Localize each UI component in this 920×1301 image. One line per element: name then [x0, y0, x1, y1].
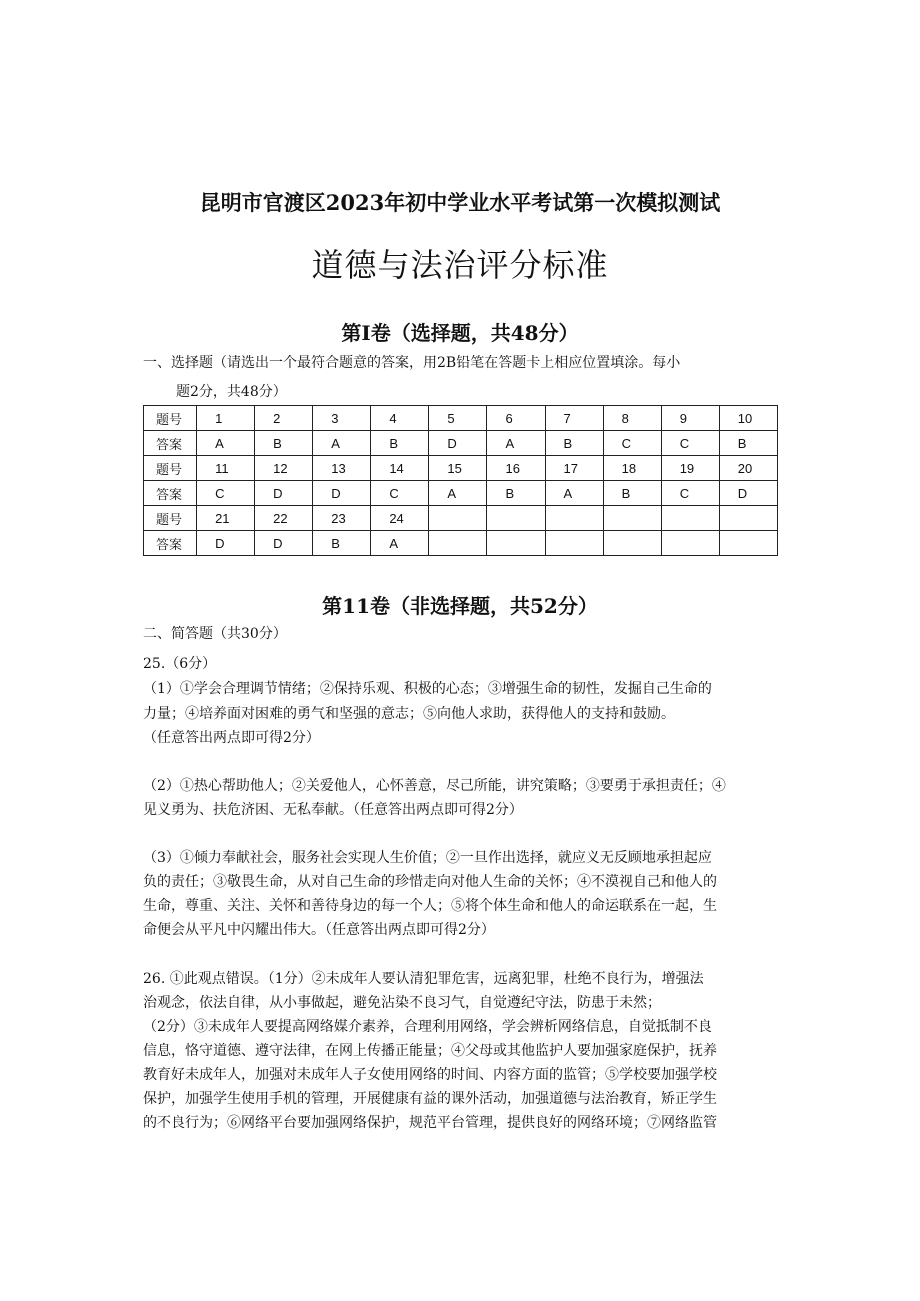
table-cell: 14: [371, 456, 429, 481]
table-row: [144, 406, 778, 431]
table-row: [144, 506, 778, 531]
table-cell: 24: [371, 506, 429, 531]
table-cell: B: [371, 431, 429, 456]
q25-3-line3: 生命，尊重、关注、关怀和善待身边的每一个人；⑤将个体生命和他人的命运联系在一起，生: [143, 898, 717, 914]
table-cell: 2: [255, 406, 313, 431]
table-cell: B: [545, 431, 603, 456]
table-cell: C: [371, 481, 429, 506]
table-cell: [603, 531, 661, 556]
table-cell: C: [661, 431, 719, 456]
table-cell: A: [487, 431, 545, 456]
part1-instruction-line1: 一、选择题（请选出一个最符合题意的答案，用2B铅笔在答题卡上相应位置填涂。每小: [143, 355, 681, 371]
table-row: [144, 456, 778, 481]
table-cell: D: [719, 481, 777, 506]
table-cell: [661, 506, 719, 531]
table-cell: D: [429, 431, 487, 456]
table-cell: A: [429, 481, 487, 506]
exam-title: 昆明市官渡区2023年初中学业水平考试第一次模拟测试: [199, 190, 721, 215]
part2-heading: 第11卷（非选择题，共52分）: [322, 594, 598, 618]
table-cell: 9: [661, 406, 719, 431]
table-cell: D: [197, 531, 255, 556]
q25-3-line1: （3）①倾力奉献社会，服务社会实现人生价值；②一旦作出选择，就应义无反顾地承担起应: [143, 850, 712, 866]
table-cell: D: [255, 531, 313, 556]
table-cell: 6: [487, 406, 545, 431]
table-cell: 5: [429, 406, 487, 431]
table-cell: 15: [429, 456, 487, 481]
document-title: 道德与法治评分标准: [311, 246, 609, 284]
table-cell: 8: [603, 406, 661, 431]
table-cell: C: [197, 481, 255, 506]
table-cell: 1: [197, 406, 255, 431]
table-cell: B: [255, 431, 313, 456]
table-cell: [719, 506, 777, 531]
q25-2-line2: 见义勇为、扶危济困、无私奉献。（任意答出两点即可得2分）: [143, 802, 523, 818]
table-cell: B: [313, 531, 371, 556]
row-label: 答案: [144, 531, 197, 556]
q26-line6: 保护，加强学生使用手机的管理，开展健康有益的课外活动，加强道德与法治教育，矫正学生: [143, 1091, 717, 1107]
table-row: [144, 481, 778, 506]
table-cell: B: [487, 481, 545, 506]
table-cell: 7: [545, 406, 603, 431]
row-label: 题号: [144, 456, 197, 481]
table-cell: B: [603, 481, 661, 506]
table-cell: [719, 531, 777, 556]
q25-3-line4: 命便会从平凡中闪耀出伟大。（任意答出两点即可得2分）: [143, 922, 495, 938]
q25-1-line2: 力量；④培养面对困难的勇气和坚强的意志；⑤向他人求助，获得他人的支持和鼓励。: [143, 706, 675, 722]
q25-heading: 25.（6分）: [143, 656, 217, 672]
table-cell: 4: [371, 406, 429, 431]
row-label: 题号: [144, 506, 197, 531]
table-cell: A: [545, 481, 603, 506]
table-row: [144, 531, 778, 556]
table-cell: D: [313, 481, 371, 506]
table-cell: [545, 531, 603, 556]
part1-heading: 第Ⅰ卷（选择题，共48分）: [341, 321, 579, 345]
table-cell: 19: [661, 456, 719, 481]
table-cell: 21: [197, 506, 255, 531]
answer-table: [143, 405, 778, 556]
table-cell: A: [371, 531, 429, 556]
row-label: 答案: [144, 431, 197, 456]
q26-line7: 的不良行为；⑥网络平台要加强网络保护，规范平台管理，提供良好的网络环境；⑦网络监管: [143, 1115, 717, 1131]
table-cell: [545, 506, 603, 531]
table-cell: [661, 531, 719, 556]
q25-2-line1: （2）①热心帮助他人；②关爱他人，心怀善意，尽己所能，讲究策略；③要勇于承担责任；④: [143, 778, 726, 794]
table-cell: [487, 531, 545, 556]
q26-line4: 信息，恪守道德、遵守法律，在网上传播正能量；④父母或其他监护人要加强家庭保护，抚养: [143, 1043, 717, 1059]
q26-line2: 治观念，依法自律，从小事做起，避免沾染不良习气，自觉遵纪守法，防患于未然；: [143, 995, 661, 1011]
table-cell: 10: [719, 406, 777, 431]
table-cell: [487, 506, 545, 531]
table-cell: B: [719, 431, 777, 456]
table-cell: [603, 506, 661, 531]
table-cell: C: [603, 431, 661, 456]
table-cell: 18: [603, 456, 661, 481]
part1-instruction-line2: 题2分，共48分）: [176, 384, 287, 400]
q26-line1: 26. ①此观点错误。（1分）②未成年人要认清犯罪危害，远离犯罪，杜绝不良行为，增强法: [143, 971, 704, 987]
table-cell: 22: [255, 506, 313, 531]
table-cell: 16: [487, 456, 545, 481]
table-cell: 12: [255, 456, 313, 481]
table-cell: 20: [719, 456, 777, 481]
table-cell: C: [661, 481, 719, 506]
table-cell: A: [197, 431, 255, 456]
q25-1-note: （任意答出两点即可得2分）: [143, 730, 320, 746]
table-cell: [429, 506, 487, 531]
q26-line5: 教育好未成年人，加强对未成年人子女使用网络的时间、内容方面的监管；⑤学校要加强学校: [143, 1067, 717, 1083]
q25-3-line2: 负的责任；③敬畏生命，从对自己生命的珍惜走向对他人生命的关怀；④不漠视自己和他人的: [143, 874, 717, 890]
table-cell: 23: [313, 506, 371, 531]
row-label: 题号: [144, 406, 197, 431]
table-cell: A: [313, 431, 371, 456]
table-cell: 13: [313, 456, 371, 481]
table-cell: 11: [197, 456, 255, 481]
table-cell: [429, 531, 487, 556]
table-cell: 17: [545, 456, 603, 481]
q26-line3: （2分）③未成年人要提高网络媒介素养，合理利用网络，学会辨析网络信息，自觉抵制不良: [143, 1019, 712, 1035]
table-cell: 3: [313, 406, 371, 431]
q25-1-line1: （1）①学会合理调节情绪；②保持乐观、积极的心态；③增强生命的韧性，发掘自己生命的: [143, 681, 712, 697]
table-row: [144, 431, 778, 456]
table-cell: D: [255, 481, 313, 506]
row-label: 答案: [144, 481, 197, 506]
section2-heading: 二、简答题（共30分）: [143, 626, 287, 642]
